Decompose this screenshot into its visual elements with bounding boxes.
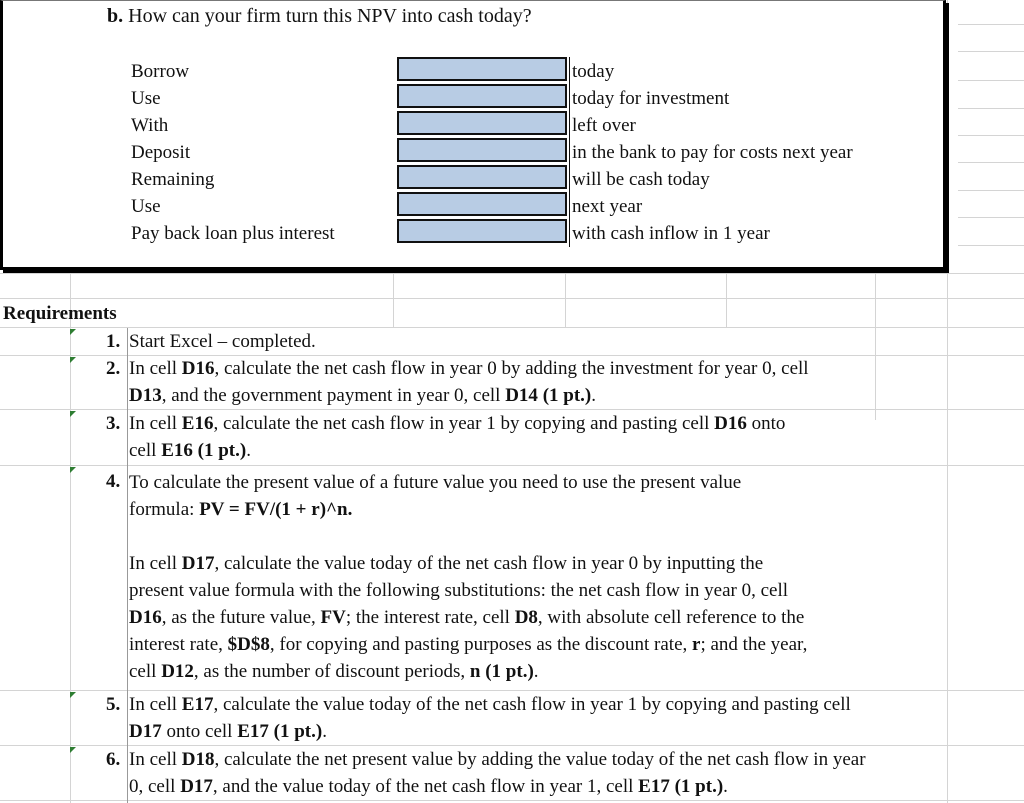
requirement-text: [129, 691, 919, 745]
row-tail-use: today for investment: [572, 88, 730, 109]
requirement-number: 2.: [106, 358, 121, 379]
grid-col-line: [565, 273, 566, 327]
requirement-line: D16, as the future value, FV; the interest rate, cell D8, with absolute cell reference to the: [129, 607, 805, 628]
requirement-line: D17 onto cell E17 (1 pt.).: [129, 721, 327, 742]
answer-cell-remaining[interactable]: [397, 165, 567, 189]
requirement-line: formula: PV = FV/(1 + r)^n.: [129, 499, 353, 520]
row-label-use: Use: [131, 88, 161, 109]
grid-row-line: [0, 800, 1024, 801]
row-tail-with: left over: [572, 115, 636, 136]
grid-row-line: [958, 135, 1024, 136]
requirement-line: cell D12, as the number of discount periods, n (1 pt.).: [129, 661, 539, 682]
grid-row-line: [0, 465, 1024, 466]
comment-indicator-icon: [70, 411, 76, 417]
grid-col-line: [947, 0, 948, 803]
row-tail-borrow: today: [572, 61, 615, 82]
grid-col-line: [70, 273, 71, 803]
comment-indicator-icon: [70, 329, 76, 335]
grid-row-line: [958, 80, 1024, 81]
comment-indicator-icon: [70, 747, 76, 753]
row-label-remaining: Remaining: [131, 169, 215, 190]
grid-col-line: [726, 273, 727, 327]
tail-cell-border: [569, 57, 570, 247]
grid-row-line: [958, 108, 1024, 109]
grid-row-line: [958, 24, 1024, 25]
requirement-text: [129, 469, 919, 685]
requirement-line: interest rate, $D$8, for copying and pasting purposes as the discount rate, r; and the year,: [129, 634, 808, 655]
grid-row-line: [958, 162, 1024, 163]
requirement-line: cell E16 (1 pt.).: [129, 440, 251, 461]
row-label-deposit: Deposit: [131, 142, 191, 163]
requirement-number: 5.: [106, 694, 121, 715]
requirement-line: In cell E16, calculate the net cash flow in year 1 by copying and pasting cell D16 onto: [129, 413, 786, 434]
requirement-line: present value formula with the following substitutions: the net cash flow in year 0, cell: [129, 580, 789, 601]
grid-row-line: [0, 273, 1024, 274]
requirement-line: In cell D16, calculate the net cash flow in year 0 by adding the investment for year 0, cell: [129, 358, 809, 379]
row-tail-deposit: in the bank to pay for costs next year: [572, 142, 853, 163]
requirement-line: In cell D18, calculate the net present value by adding the value today of the net cash flow in year: [129, 749, 866, 770]
part-b-label: b.: [107, 5, 124, 27]
part-b-question-text: How can your firm turn this NPV into cash today?: [128, 5, 532, 27]
requirement-text: [129, 410, 919, 464]
grid-row-line: [0, 298, 1024, 299]
requirement-text: [129, 355, 919, 409]
text-cell-border: [127, 328, 128, 803]
answer-cell-borrow[interactable]: [397, 57, 567, 81]
requirement-line: In cell E17, calculate the value today of the net cash flow in year 1 by copying and pasting cell: [129, 694, 851, 715]
answer-cell-deposit[interactable]: [397, 138, 567, 162]
requirement-line: To calculate the present value of a future value you need to use the present value: [129, 472, 742, 493]
requirements-heading: Requirements: [3, 303, 117, 324]
requirement-text: [129, 328, 919, 355]
grid-col-line: [393, 273, 394, 327]
requirement-line-blank: [129, 523, 919, 550]
row-tail-use-next: next year: [572, 196, 643, 217]
requirement-line: D13, and the government payment in year 0, cell D14 (1 pt.).: [129, 385, 596, 406]
row-label-with: With: [131, 115, 169, 136]
row-label-pay-back: Pay back loan plus interest: [131, 223, 335, 244]
grid-row-line: [958, 51, 1024, 52]
comment-indicator-icon: [70, 357, 76, 363]
row-label-use-next: Use: [131, 196, 161, 217]
requirement-line: In cell D17, calculate the value today of the net cash flow in year 0 by inputting the: [129, 553, 764, 574]
comment-indicator-icon: [70, 692, 76, 698]
requirement-number: 4.: [106, 471, 121, 492]
answer-cell-use[interactable]: [397, 84, 567, 108]
answer-cell-with[interactable]: [397, 111, 567, 135]
requirement-text: [129, 746, 919, 800]
answer-cell-pay-back[interactable]: [397, 219, 567, 243]
requirement-number: 6.: [106, 749, 121, 770]
requirement-number: 3.: [106, 413, 121, 434]
part-b-question: [107, 5, 532, 28]
requirement-number: 1.: [106, 331, 121, 352]
grid-row-line: [958, 190, 1024, 191]
requirement-line: Start Excel – completed.: [129, 331, 316, 352]
answer-cell-use-next[interactable]: [397, 192, 567, 216]
grid-row-line: [958, 217, 1024, 218]
part-b-panel: [0, 0, 946, 270]
grid-row-line: [958, 245, 1024, 246]
row-tail-remaining: will be cash today: [572, 169, 710, 190]
comment-indicator-icon: [70, 467, 76, 473]
row-tail-pay-back: with cash inflow in 1 year: [572, 223, 770, 244]
requirement-line: 0, cell D17, and the value today of the net cash flow in year 1, cell E17 (1 pt.).: [129, 776, 728, 797]
row-label-borrow: Borrow: [131, 61, 190, 82]
